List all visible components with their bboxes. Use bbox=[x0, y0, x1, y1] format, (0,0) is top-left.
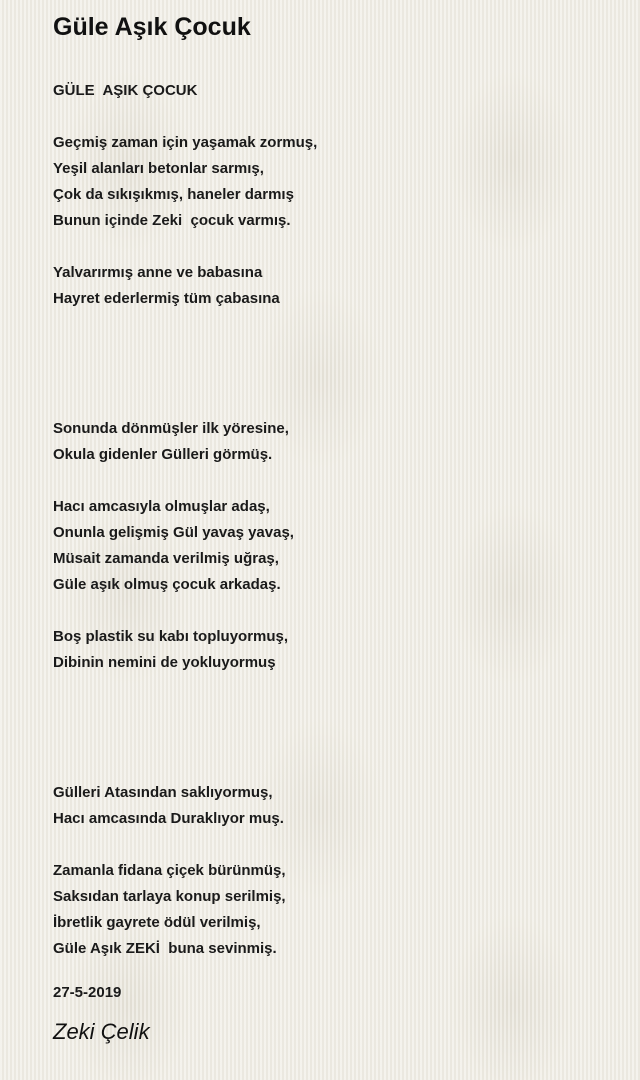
poem-line: Boş plastik su kabı topluyormuş, bbox=[53, 628, 289, 645]
stanza-4 bbox=[53, 494, 613, 598]
poem-line: Hayret ederlermiş tüm çabasına bbox=[53, 290, 280, 307]
poem-line: Zamanla fidana çiçek bürünmüş, bbox=[53, 862, 286, 879]
poem-line: Gülleri Atasından saklıyormuş, bbox=[53, 784, 273, 801]
poem-body bbox=[53, 78, 613, 962]
stanza-gap-large bbox=[53, 676, 613, 754]
poem-date: 27-5-2019 bbox=[53, 984, 122, 1001]
poem-line: Güle aşık olmuş çocuk arkadaş. bbox=[53, 576, 281, 593]
poem-line: Dibinin nemini de yokluyormuş bbox=[53, 654, 276, 671]
stanza-1 bbox=[53, 130, 613, 234]
stanza-gap bbox=[53, 390, 613, 416]
poem-line: Müsait zamanda verilmiş uğraş, bbox=[53, 550, 279, 567]
stanza-gap bbox=[53, 598, 613, 624]
stanza-gap-large bbox=[53, 312, 613, 390]
stanza-7 bbox=[53, 858, 613, 962]
poem-line: Okula gidenler Gülleri görmüş. bbox=[53, 446, 273, 463]
poem-line: Geçmiş zaman için yaşamak zormuş, bbox=[53, 134, 318, 151]
poem-line: Çok da sıkışıkmış, haneler darmış bbox=[53, 186, 294, 203]
poem-line: Onunla gelişmiş Gül yavaş yavaş, bbox=[53, 524, 294, 541]
poem-line: Bunun içinde Zeki çocuk varmış. bbox=[53, 212, 291, 229]
stanza-gap bbox=[53, 832, 613, 858]
poem-line: Hacı amcasıyla olmuşlar adaş, bbox=[53, 498, 270, 515]
stanza-gap bbox=[53, 234, 613, 260]
stanza-2 bbox=[53, 260, 613, 312]
poem-line: Yalvarırmış anne ve babasına bbox=[53, 264, 263, 281]
stanza-gap bbox=[53, 754, 613, 780]
stanza-6 bbox=[53, 780, 613, 832]
stanza-5 bbox=[53, 624, 613, 676]
poem-line: Hacı amcasında Duraklıyor muş. bbox=[53, 810, 284, 827]
poem-line: İbretlik gayrete ödül verilmiş, bbox=[53, 914, 261, 931]
poem-line: Saksıdan tarlaya konup serilmiş, bbox=[53, 888, 286, 905]
author-name: Zeki Çelik bbox=[53, 1019, 150, 1044]
poem-line: Güle Aşık ZEKİ buna sevinmiş. bbox=[53, 940, 277, 957]
stanza-3 bbox=[53, 416, 613, 468]
page-title: Güle Aşık Çocuk bbox=[53, 13, 251, 41]
stanza-gap bbox=[53, 104, 613, 130]
poem-heading: GÜLE AŞIK ÇOCUK bbox=[53, 82, 198, 99]
stanza-gap bbox=[53, 468, 613, 494]
poem-line: Sonunda dönmüşler ilk yöresine, bbox=[53, 420, 289, 437]
poem-line: Yeşil alanları betonlar sarmış, bbox=[53, 160, 264, 177]
